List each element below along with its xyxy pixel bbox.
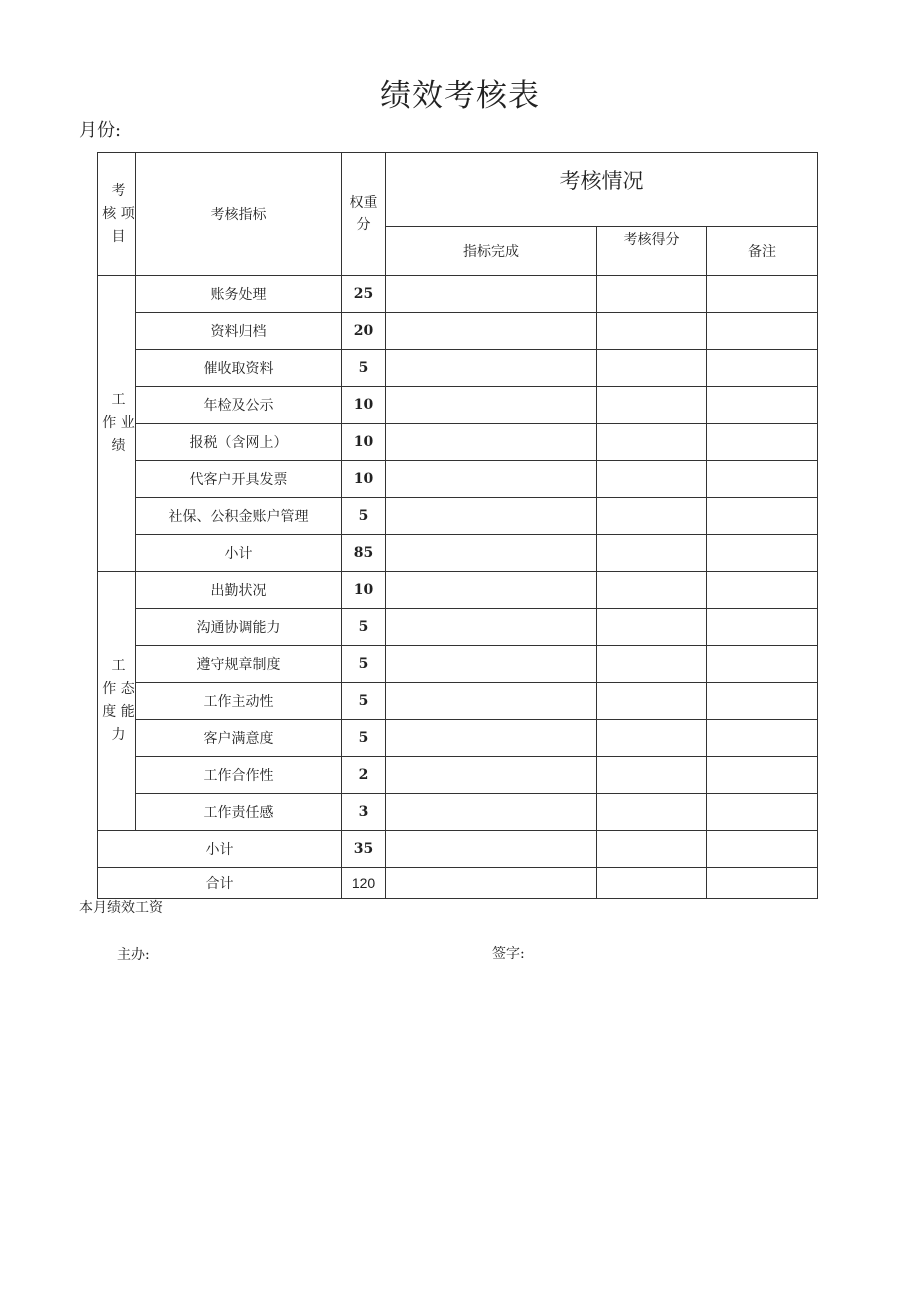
completion-cell[interactable]	[386, 535, 597, 572]
completion-cell[interactable]	[386, 424, 597, 461]
indicator-cell: 报税（含网上）	[136, 424, 342, 461]
monthly-wage-label: 本月绩效工资	[79, 900, 163, 916]
table-row	[98, 646, 818, 683]
table-row	[98, 609, 818, 646]
completion-cell[interactable]	[386, 461, 597, 498]
header-category-line: 考	[111, 182, 126, 199]
indicator-cell: 遵守规章制度	[136, 646, 342, 683]
weight-cell: 10	[342, 572, 386, 609]
header-weight-line: 权重	[349, 195, 378, 211]
note-cell[interactable]	[707, 609, 818, 646]
indicator-cell: 账务处理	[136, 276, 342, 313]
indicator-cell: 工作合作性	[136, 757, 342, 794]
completion-cell[interactable]	[386, 868, 597, 899]
score-cell[interactable]	[597, 535, 707, 572]
completion-cell[interactable]	[386, 572, 597, 609]
note-cell[interactable]	[707, 350, 818, 387]
indicator-cell: 出勤状况	[136, 572, 342, 609]
month-label: 月份:	[79, 120, 122, 141]
note-cell[interactable]	[707, 757, 818, 794]
score-cell[interactable]	[597, 424, 707, 461]
completion-cell[interactable]	[386, 387, 597, 424]
weight-cell: 2	[342, 757, 386, 794]
completion-cell[interactable]	[386, 609, 597, 646]
table-row	[98, 572, 818, 609]
completion-cell[interactable]	[386, 757, 597, 794]
category-line: 绩	[111, 438, 126, 454]
table-row	[98, 757, 818, 794]
score-cell[interactable]	[597, 276, 707, 313]
header-score: 考核得分	[623, 232, 680, 248]
completion-cell[interactable]	[386, 276, 597, 313]
header-weight-line: 分	[356, 217, 371, 233]
score-cell[interactable]	[597, 757, 707, 794]
weight-cell: 5	[342, 646, 386, 683]
weight-cell: 10	[342, 387, 386, 424]
note-cell[interactable]	[707, 868, 818, 899]
header-completion: 指标完成	[386, 227, 597, 276]
score-cell[interactable]	[597, 794, 707, 831]
subtotal-weight: 35	[342, 831, 386, 868]
indicator-cell: 小计	[136, 535, 342, 572]
indicator-cell: 客户满意度	[136, 720, 342, 757]
category-cell	[98, 276, 136, 572]
note-cell[interactable]	[707, 572, 818, 609]
note-cell[interactable]	[707, 794, 818, 831]
completion-cell[interactable]	[386, 646, 597, 683]
table-row	[98, 350, 818, 387]
table-row	[98, 424, 818, 461]
note-cell[interactable]	[707, 535, 818, 572]
header-weight-cell	[342, 153, 386, 276]
weight-cell: 3	[342, 794, 386, 831]
header-assessment: 考核情况	[559, 168, 644, 193]
indicator-cell: 社保、公积金账户管理	[136, 498, 342, 535]
table-row	[98, 720, 818, 757]
assessment-table	[97, 152, 818, 899]
weight-cell: 85	[342, 535, 386, 572]
weight-cell: 20	[342, 313, 386, 350]
note-cell[interactable]	[707, 387, 818, 424]
table-row	[98, 313, 818, 350]
score-cell[interactable]	[597, 572, 707, 609]
total-weight: 120	[342, 868, 386, 899]
completion-cell[interactable]	[386, 313, 597, 350]
weight-cell: 25	[342, 276, 386, 313]
header-score-cell	[597, 227, 707, 276]
total-label: 合计	[98, 868, 342, 899]
score-cell[interactable]	[597, 868, 707, 899]
note-cell[interactable]	[707, 720, 818, 757]
note-cell[interactable]	[707, 276, 818, 313]
category-line: 作 业	[102, 415, 135, 431]
score-cell[interactable]	[597, 683, 707, 720]
table-row	[98, 387, 818, 424]
weight-cell: 5	[342, 683, 386, 720]
table-row	[98, 461, 818, 498]
table-row	[98, 276, 818, 313]
weight-cell: 5	[342, 498, 386, 535]
note-cell[interactable]	[707, 646, 818, 683]
indicator-cell: 催收取资料	[136, 350, 342, 387]
header-category-line: 核 项	[102, 205, 135, 222]
score-cell[interactable]	[597, 646, 707, 683]
category-line: 工	[111, 658, 126, 674]
table-row	[98, 535, 818, 572]
completion-cell[interactable]	[386, 350, 597, 387]
category-cell	[98, 572, 136, 831]
indicator-cell: 年检及公示	[136, 387, 342, 424]
indicator-cell: 工作主动性	[136, 683, 342, 720]
subtotal-row	[98, 831, 818, 868]
table-row	[98, 683, 818, 720]
indicator-cell: 资料归档	[136, 313, 342, 350]
category-line: 度 能	[102, 704, 135, 720]
score-cell[interactable]	[597, 831, 707, 868]
indicator-cell: 工作责任感	[136, 794, 342, 831]
score-cell[interactable]	[597, 313, 707, 350]
category-line: 工	[111, 392, 126, 408]
header-note: 备注	[707, 227, 818, 276]
page-title: 绩效考核表	[380, 78, 540, 114]
note-cell[interactable]	[707, 461, 818, 498]
note-cell[interactable]	[707, 831, 818, 868]
score-cell[interactable]	[597, 387, 707, 424]
weight-cell: 5	[342, 720, 386, 757]
subtotal-label: 小计	[98, 831, 342, 868]
completion-cell[interactable]	[386, 720, 597, 757]
weight-cell: 10	[342, 424, 386, 461]
header-assessment-cell	[386, 153, 818, 227]
header-indicator: 考核指标	[136, 153, 342, 276]
indicator-cell: 代客户开具发票	[136, 461, 342, 498]
score-cell[interactable]	[597, 498, 707, 535]
total-row	[98, 868, 818, 899]
host-label: 主办:	[117, 947, 150, 963]
category-line: 力	[111, 727, 126, 743]
completion-cell[interactable]	[386, 498, 597, 535]
score-cell[interactable]	[597, 461, 707, 498]
score-cell[interactable]	[597, 350, 707, 387]
indicator-cell: 沟通协调能力	[136, 609, 342, 646]
table-row	[98, 498, 818, 535]
note-cell[interactable]	[707, 498, 818, 535]
completion-cell[interactable]	[386, 794, 597, 831]
header-row-1	[98, 153, 818, 227]
weight-cell: 5	[342, 609, 386, 646]
note-cell[interactable]	[707, 424, 818, 461]
header-category-line: 目	[111, 228, 126, 245]
score-cell[interactable]	[597, 609, 707, 646]
completion-cell[interactable]	[386, 683, 597, 720]
category-line: 作 态	[102, 681, 135, 697]
header-category-cell	[98, 153, 136, 276]
weight-cell: 5	[342, 350, 386, 387]
note-cell[interactable]	[707, 683, 818, 720]
completion-cell[interactable]	[386, 831, 597, 868]
note-cell[interactable]	[707, 313, 818, 350]
table-row	[98, 794, 818, 831]
weight-cell: 10	[342, 461, 386, 498]
signature-label: 签字:	[492, 946, 525, 962]
score-cell[interactable]	[597, 720, 707, 757]
